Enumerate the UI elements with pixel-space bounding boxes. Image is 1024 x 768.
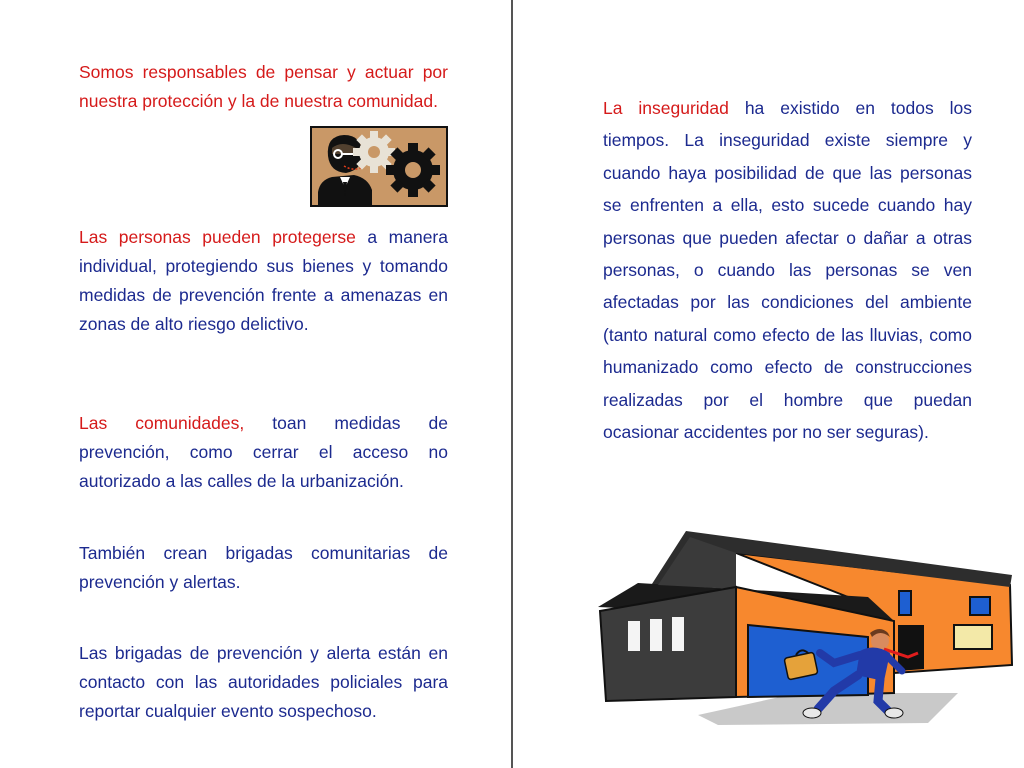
paragraph-brigades-police-text: Las brigadas de prevención y alerta están en contacto con las autoridades policiales para reportar cualquier evento sospechoso. xyxy=(79,643,448,721)
paragraph-responsibility-text: Somos responsables de pensar y actuar por nuestra protección y la de nuestra comunidad. xyxy=(79,62,448,111)
paragraph-brigades-text: También crean brigadas comunitarias de prevención y alertas. xyxy=(79,543,448,592)
column-divider xyxy=(511,0,513,768)
paragraph-community-measures-text: toan medidas de prevención, como cerrar el acceso no autorizado a las calles de la urbanización. xyxy=(79,413,448,491)
house-burglar-illustration xyxy=(598,525,1018,730)
paragraph-brigades-police xyxy=(79,639,448,726)
paragraph-brigades xyxy=(79,539,448,597)
paragraph-insecurity xyxy=(603,92,972,448)
paragraph-individual-protection-text: a manera individual, protegiendo sus bienes y tomando medidas de prevención frente a amenazas en zonas de alto riesgo delictivo. xyxy=(79,227,448,334)
paragraph-individual-protection-lead: Las personas pueden protegerse xyxy=(79,227,356,247)
paragraph-responsibility xyxy=(79,58,448,116)
paragraph-insecurity-lead: La inseguridad xyxy=(603,98,729,118)
paragraph-insecurity-text: ha existido en todos los tiempos. La inseguridad existe siempre y cuando haya posibilidad de que las personas se enfrenten a ella, esto sucede cuando hay personas que pueden afectar o dañar a otras personas, o cuando las personas se ven afectadas por las condiciones del ambiente (tanto natural como efecto de las lluvias, como humanizado como efecto de construcciones realizadas por el hombre que puedan ocasionar accidentes por no ser seguras). xyxy=(603,98,972,443)
person-gears-illustration xyxy=(310,126,448,207)
paragraph-individual-protection xyxy=(79,223,448,339)
paragraph-community-measures xyxy=(79,409,448,496)
paragraph-community-measures-lead: Las comunidades, xyxy=(79,413,245,433)
